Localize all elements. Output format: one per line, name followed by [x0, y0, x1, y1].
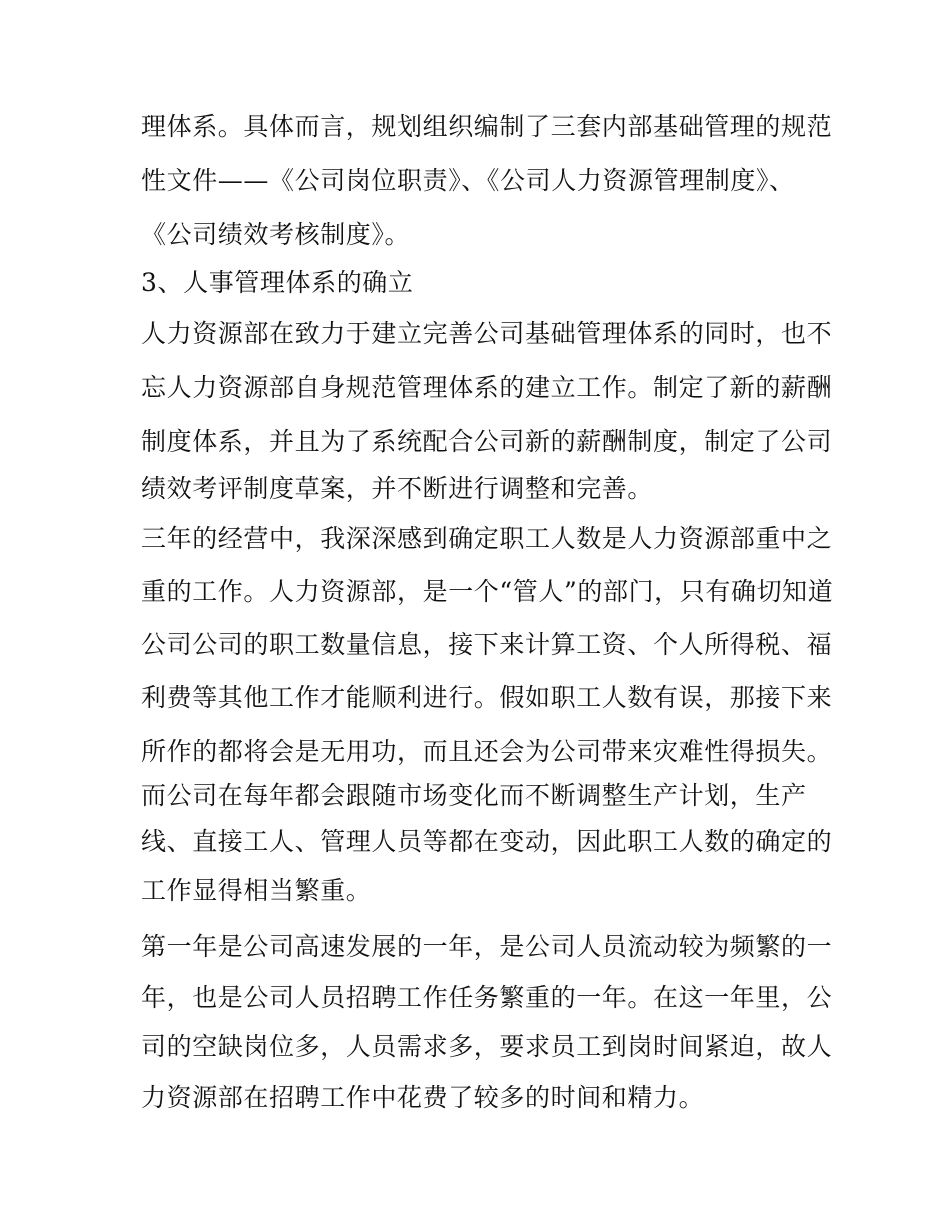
text-line: 第一年是公司高速发展的一年，是公司人员流动较为频繁的一 — [141, 932, 833, 961]
text-line: 力资源部在招聘工作中花费了较多的时间和精力。 — [141, 1083, 705, 1112]
text-line: 重的工作。人力资源部，是一个“管人”的部门，只有确切知道 — [141, 577, 834, 606]
text-line: 理体系。具体而言，规划组织编制了三套内部基础管理的规范 — [141, 112, 833, 141]
text-line: 公司公司的职工数量信息，接下来计算工资、个人所得税、福 — [141, 630, 833, 659]
text-line: 而公司在每年都会跟随市场变化而不断调整生产计划，生产 — [141, 781, 807, 810]
text-line: 线、直接工人、管理人员等都在变动，因此职工人数的确定的 — [141, 827, 833, 856]
text-line: 人力资源部在致力于建立完善公司基础管理体系的同时，也不 — [141, 319, 833, 348]
text-line: 性文件——《公司岗位职责》、《公司人力资源管理制度》、 — [141, 166, 795, 195]
text-line: 司的空缺岗位多，人员需求多，要求员工到岗时间紧迫，故人 — [141, 1032, 833, 1061]
text-line: 《公司绩效考核制度》。 — [141, 220, 411, 249]
text-line: 工作显得相当繁重。 — [141, 876, 372, 905]
text-line: 制度体系，并且为了系统配合公司新的薪酬制度，制定了公司 — [141, 427, 833, 456]
text-line: 年，也是公司人员招聘工作任务繁重的一年。在这一年里，公 — [141, 983, 833, 1012]
text-line: 绩效考评制度草案，并不断进行调整和完善。 — [141, 474, 654, 503]
section-heading: 3、人事管理体系的确立 — [141, 268, 414, 297]
text-line: 利费等其他工作才能顺利进行。假如职工人数有误，那接下来 — [141, 683, 833, 712]
text-line: 所作的都将会是无用功，而且还会为公司带来灾难性得损失。 — [141, 737, 833, 766]
text-line: 三年的经营中，我深深感到确定职工人数是人力资源部重中之 — [141, 524, 833, 553]
text-line: 忘人力资源部自身规范管理体系的建立工作。制定了新的薪酬 — [141, 373, 833, 402]
